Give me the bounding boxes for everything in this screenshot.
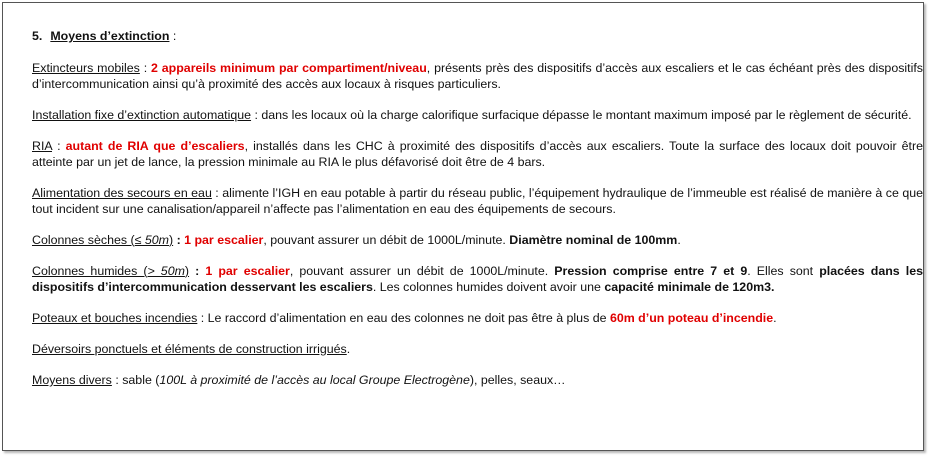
seches-label-italic: ≤ 50m — [134, 233, 169, 247]
section-number: 5. — [32, 29, 43, 43]
seches-label-end: ) — [168, 233, 174, 247]
humides-bold1: Pression comprise entre 7 et 9 — [554, 264, 748, 278]
seches-label-text: Colonnes sèches ( — [32, 233, 135, 247]
humides-highlight: 1 par escalier — [205, 264, 290, 278]
humides-text2: . Elles sont — [747, 264, 820, 278]
ria-label: RIA — [32, 139, 52, 153]
deversoirs-label: Déversoirs ponctuels et éléments de construction irrigués — [32, 342, 347, 356]
humides-label — [32, 264, 189, 278]
ria-highlight: autant de RIA que d’escaliers — [65, 139, 245, 153]
deversoirs-end: . — [346, 342, 351, 356]
seches-sep: : — [173, 233, 185, 247]
section-title-text: Moyens d’extinction — [50, 29, 170, 43]
paragraph-installation — [32, 107, 923, 123]
seches-bold: Diamètre nominal de 100mm — [509, 233, 678, 247]
humides-bold3: capacité minimale de 120m3 — [604, 280, 771, 294]
poteaux-end: . — [773, 311, 777, 325]
paragraph-colonnes-seches — [32, 232, 923, 248]
extincteurs-sep: : — [139, 61, 152, 75]
alimentation-label: Alimentation des secours en eau — [32, 186, 212, 200]
extincteurs-highlight: 2 appareils minimum par compartiment/niveau — [151, 61, 427, 75]
paragraph-extincteurs — [32, 60, 923, 92]
poteaux-text: : Le raccord d’alimentation en eau des colonnes ne doit pas être à plus de — [197, 311, 610, 325]
seches-label — [32, 233, 173, 247]
divers-text2: ), pelles, seaux… — [469, 373, 566, 387]
installation-text: : dans les locaux où la charge calorifique surfacique dépasse le montant maximum imposé par le règlement de sécurité. — [251, 108, 912, 122]
ria-sep: : — [51, 139, 66, 153]
poteaux-label: Poteaux et bouches incendies — [32, 311, 198, 325]
section-title-colon: : — [169, 29, 177, 43]
paragraph-poteaux — [32, 310, 923, 326]
poteaux-highlight: 60m d’un poteau d’incendie — [609, 311, 774, 325]
document-content — [32, 29, 923, 403]
extincteurs-text: , présents près des dispositifs d’accès aux escaliers et le cas échéant près des dispositifs d’intercommunication ainsi qu’à proximité des accès aux locaux à risques particuliers. — [32, 61, 923, 91]
divers-label: Moyens divers — [32, 373, 112, 387]
paragraph-alimentation — [32, 185, 923, 217]
humides-text3: . Les colonnes humides doivent avoir une — [372, 280, 605, 294]
humides-bold2: placées dans les dispositifs d’intercommunication desservant les escaliers — [32, 264, 923, 294]
paragraph-divers — [32, 372, 923, 388]
humides-label-end: ) — [184, 264, 190, 278]
document-frame — [2, 2, 924, 451]
seches-text: , pouvant assurer un débit de 1000L/minute. — [263, 233, 510, 247]
section-title — [32, 29, 923, 44]
humides-sep: : — [189, 264, 206, 278]
divers-text1: : sable ( — [111, 373, 160, 387]
humides-text1: , pouvant assurer un débit de 1000L/minute. — [289, 264, 555, 278]
humides-end: . — [771, 280, 775, 294]
seches-highlight: 1 par escalier — [184, 233, 264, 247]
seches-end: . — [677, 233, 681, 247]
paragraph-colonnes-humides — [32, 263, 923, 295]
paragraph-ria — [32, 138, 923, 170]
divers-italic: 100L à proximité de l’accès au local Groupe Electrogène — [159, 373, 470, 387]
alimentation-text: : alimente l’IGH en eau potable à partir du réseau public, l’équipement hydraulique de l’immeuble est réalisé de manière à ce que tout incident sur une canalisation/appareil n’affecte pas l’alimentation en eau des équipements de secours. — [32, 186, 923, 216]
installation-label: Installation fixe d’extinction automatique — [32, 108, 252, 122]
ria-text: , installés dans les CHC à proximité des dispositifs d’accès aux escaliers. Toute la surface des locaux doit pouvoir être atteinte par un jet de lance, la pression minimale au RIA le plus défavorisé doit être de 4 bars. — [32, 139, 924, 169]
humides-label-italic: > 50m — [147, 264, 185, 278]
humides-label-text: Colonnes humides ( — [32, 264, 148, 278]
paragraph-deversoirs — [32, 341, 923, 357]
extincteurs-label: Extincteurs mobiles — [32, 61, 140, 75]
